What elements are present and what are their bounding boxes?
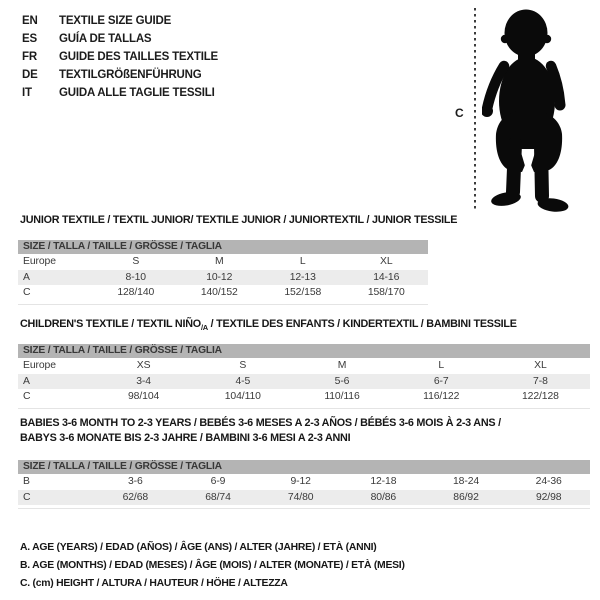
language-code: ES (22, 33, 37, 45)
row-cell: 3-6 (127, 476, 143, 487)
row-cell: 98/104 (128, 391, 160, 402)
row-cell: 104/110 (224, 391, 261, 402)
language-code: DE (22, 69, 38, 81)
row-cell: S (239, 360, 247, 371)
language-label: GUIDA ALLE TAGLIE TESSILI (59, 87, 215, 99)
row-label: C (23, 491, 31, 503)
legend-line-a: A. AGE (YEARS) / EDAD (AÑOS) / ÂGE (ANS) / ALTER (JAHRE) / ETÀ (ANNI) (20, 542, 377, 553)
row-cell: 6-9 (210, 476, 226, 487)
height-measure-label: C (455, 106, 464, 120)
row-cell: 4-5 (235, 375, 251, 387)
legend-line-b: B. AGE (MONTHS) / EDAD (MESES) / ÂGE (MOIS) / ALTER (MONATE) / ETÀ (MESI) (20, 559, 405, 571)
row-cell: 3-4 (136, 375, 151, 387)
language-label: TEXTILGRÖßENFÜHRUNG (59, 69, 202, 81)
row-label: B (23, 476, 30, 487)
row-cell: 7-8 (533, 375, 548, 387)
table-row (18, 358, 590, 374)
row-cell: 12-13 (289, 271, 316, 283)
table-row (18, 474, 590, 490)
section-title-babies-line1: BABIES 3-6 MONTH TO 2-3 YEARS / BEBÉS 3-6 MESES A 2-3 AÑOS / BÉBÉS 3-6 MOIS À 2-3 ANS / (20, 417, 501, 429)
row-cell: 152/158 (284, 287, 322, 298)
row-cell: 92/98 (535, 491, 562, 503)
row-cell: 18-24 (452, 476, 480, 487)
row-cell: 6-7 (433, 375, 449, 387)
table-row (18, 285, 428, 301)
row-cell: M (214, 256, 224, 267)
size-table-header: SIZE / TALLA / TAILLE / GRÖSSE / TAGLIA (18, 344, 590, 358)
language-row (22, 48, 218, 66)
size-table-children (18, 344, 590, 409)
size-table-babies (18, 460, 590, 509)
section-title-babies-line2: BABYS 3-6 MONATE BIS 2-3 JAHRE / BAMBINI 3-6 MESI A 2-3 ANNI (20, 432, 351, 444)
row-cell: 122/128 (521, 391, 559, 402)
row-cell: 62/68 (122, 491, 149, 503)
title-text: CHILDREN'S TEXTILE / TEXTIL NIÑO (20, 318, 201, 330)
section-title-children (20, 318, 517, 330)
language-label: GUÍA DE TALLAS (59, 33, 152, 45)
row-cell: 8-10 (125, 271, 146, 283)
table-row (18, 270, 428, 286)
row-cell: M (337, 360, 347, 371)
language-label: GUIDE DES TAILLES TEXTILE (59, 51, 218, 63)
language-list (22, 12, 218, 102)
row-cell: 86/92 (453, 491, 479, 503)
row-cell: L (438, 360, 445, 371)
row-cell: 116/122 (423, 391, 460, 402)
language-row (22, 30, 218, 48)
row-label: C (23, 287, 31, 298)
table-row (18, 374, 590, 390)
row-label: Europe (23, 256, 56, 267)
row-label: A (23, 375, 30, 387)
row-cell: 12-18 (370, 476, 397, 487)
section-title-junior: JUNIOR TEXTILE / TEXTIL JUNIOR/ TEXTILE JUNIOR / JUNIORTEXTIL / JUNIOR TESSILE (20, 214, 458, 226)
table-row (18, 389, 590, 405)
size-table-header: SIZE / TALLA / TAILLE / GRÖSSE / TAGLIA (18, 240, 428, 254)
language-code: EN (22, 15, 38, 27)
height-dotted-line (474, 8, 476, 212)
row-label: Europe (23, 360, 56, 371)
language-row (22, 66, 218, 84)
language-code: IT (22, 87, 32, 99)
size-table-junior (18, 240, 428, 305)
table-row (18, 254, 428, 270)
language-row (22, 84, 218, 102)
row-cell: 9-12 (290, 476, 311, 487)
row-cell: XS (136, 360, 151, 371)
baby-silhouette-figure (482, 6, 586, 216)
row-cell: 158/170 (367, 287, 405, 298)
row-cell: 10-12 (206, 271, 233, 283)
row-label: C (23, 391, 31, 402)
size-table-header: SIZE / TALLA / TAILLE / GRÖSSE / TAGLIA (18, 460, 590, 474)
row-cell: 128/140 (117, 287, 155, 298)
row-cell: 110/116 (324, 391, 360, 402)
legend-line-c: C. (cm) HEIGHT / ALTURA / HAUTEUR / HÖHE / ALTEZZA (20, 577, 288, 589)
row-cell: XL (534, 360, 547, 371)
row-cell: 80/86 (370, 491, 397, 503)
row-cell: 5-6 (334, 375, 350, 387)
row-cell: L (299, 256, 306, 267)
table-row (18, 490, 590, 506)
row-cell: XL (379, 256, 393, 267)
row-cell: 24-36 (535, 476, 562, 487)
row-cell: 14-16 (373, 271, 400, 283)
row-cell: 74/80 (287, 491, 314, 503)
language-code: FR (22, 51, 37, 63)
measurement-legend (20, 539, 405, 592)
row-cell: 68/74 (205, 491, 231, 503)
row-cell: 140/152 (200, 287, 238, 298)
title-subscript: /A (200, 322, 208, 332)
row-cell: S (132, 256, 140, 267)
language-label: TEXTILE SIZE GUIDE (59, 15, 172, 27)
row-label: A (23, 271, 30, 283)
language-row (22, 12, 218, 30)
title-text: / TEXTILE DES ENFANTS / KINDERTEXTIL / BAMBINI TESSILE (207, 318, 517, 330)
